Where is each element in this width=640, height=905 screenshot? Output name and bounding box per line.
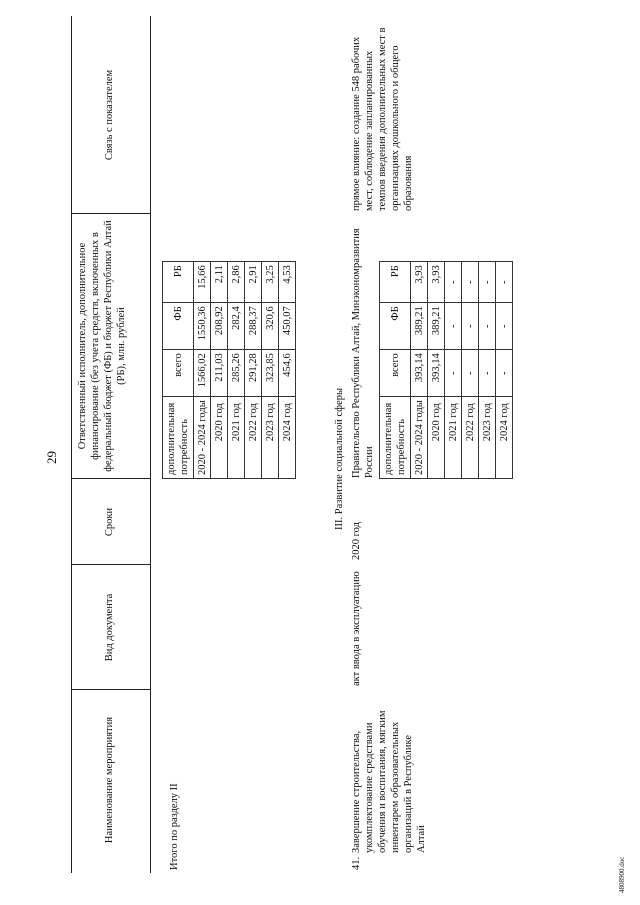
period-cell: 2022 год (462, 397, 479, 479)
total-cell: - (496, 350, 513, 397)
table-row (194, 262, 211, 479)
header-name: Наименование мероприятия (104, 716, 115, 844)
header-responsible: Ответственный исполнитель, дополнительное финансирование (без учета средств, включенных в федеральный бюджет (ФБ) и бюджет Республики Алтай (РБ), млн. рублей (77, 220, 127, 472)
rb-cell: 3,25 (262, 262, 279, 303)
rb-cell: - (445, 262, 462, 303)
item-fin-table (379, 261, 513, 479)
total-cell: 291,28 (245, 350, 262, 397)
table-row (245, 262, 262, 479)
total-fin-table (162, 261, 296, 479)
total-cell: - (462, 350, 479, 397)
table-row (479, 262, 496, 479)
total-cell: 393,14 (428, 350, 445, 397)
item-term: 2020 год (351, 522, 362, 560)
period-cell: 2024 год (496, 397, 513, 479)
fin-header-label: дополнительная потребность (380, 397, 411, 479)
rb-cell: 2,11 (211, 262, 228, 303)
rb-cell: 2,86 (228, 262, 245, 303)
header-top-rule (71, 16, 72, 873)
rb-cell: - (462, 262, 479, 303)
fb-cell: 389,21 (411, 303, 428, 350)
fin-header-rb: РБ (163, 262, 194, 303)
total-cell: 393,14 (411, 350, 428, 397)
period-cell: 2023 год (479, 397, 496, 479)
fb-cell: - (462, 303, 479, 350)
table-row (462, 262, 479, 479)
header-divider-1 (71, 689, 151, 690)
rb-cell: 15,66 (194, 262, 211, 303)
item-name: Завершение строительства, укомплектование средствами обучения и воспитания, мягким инвентарем образовательных организаций в Республике Алтай (351, 710, 427, 853)
fb-cell: 450,07 (279, 303, 296, 350)
fb-cell: - (479, 303, 496, 350)
period-cell: 2023 год (262, 397, 279, 479)
rb-cell: - (479, 262, 496, 303)
fb-cell: - (445, 303, 462, 350)
rb-cell: 2,91 (245, 262, 262, 303)
table-row (411, 262, 428, 479)
item-doc: акт ввода в эксплуатацию (351, 571, 362, 686)
period-cell: 2020 год (211, 397, 228, 479)
fin-header-row (380, 262, 411, 479)
fb-cell: - (496, 303, 513, 350)
table-row (428, 262, 445, 479)
period-cell: 2020 - 2024 годы (411, 397, 428, 479)
total-cell: - (479, 350, 496, 397)
rb-cell: 3,93 (411, 262, 428, 303)
header-doc-type: Вид документа (104, 593, 115, 662)
header-divider-2 (71, 564, 151, 565)
period-cell: 2022 год (245, 397, 262, 479)
table-row (228, 262, 245, 479)
page-number: 29 (44, 451, 59, 464)
item-number: 41. (351, 856, 362, 870)
period-cell: 2020 год (428, 397, 445, 479)
period-cell: 2021 год (445, 397, 462, 479)
header-link: Связь с показателем (104, 69, 115, 161)
header-divider-3 (71, 478, 151, 479)
item-responsible: Правительство Республики Алтай, Минэкономразвития России (351, 228, 375, 478)
rb-cell: 4,53 (279, 262, 296, 303)
rb-cell: 3,93 (428, 262, 445, 303)
rb-cell: - (496, 262, 513, 303)
fin-header-row (163, 262, 194, 479)
fin-header-fb: ФБ (163, 303, 194, 350)
table-row (496, 262, 513, 479)
header-terms: Сроки (104, 507, 115, 537)
total-cell: 211,03 (211, 350, 228, 397)
header-divider-4 (71, 213, 151, 214)
header-bottom-rule (150, 16, 151, 873)
fb-cell: 1550,36 (194, 303, 211, 350)
section-title: III. Развитие социальной сферы (334, 387, 345, 530)
table-row (445, 262, 462, 479)
table-row (262, 262, 279, 479)
fin-header-total: всего (163, 350, 194, 397)
fb-cell: 282,4 (228, 303, 245, 350)
total-cell: 454,6 (279, 350, 296, 397)
fin-header-rb: РБ (380, 262, 411, 303)
fb-cell: 320,6 (262, 303, 279, 350)
period-cell: 2024 год (279, 397, 296, 479)
table-row (279, 262, 296, 479)
fin-header-fb: ФБ (380, 303, 411, 350)
total-label: Итого по разделу II (169, 783, 180, 870)
fb-cell: 389,21 (428, 303, 445, 350)
footer-code: 4808900.doc (618, 856, 626, 893)
total-cell: - (445, 350, 462, 397)
fb-cell: 208,92 (211, 303, 228, 350)
fin-header-total: всего (380, 350, 411, 397)
total-cell: 1566,02 (194, 350, 211, 397)
period-cell: 2020 - 2024 годы (194, 397, 211, 479)
table-row (211, 262, 228, 479)
total-cell: 323,85 (262, 350, 279, 397)
period-cell: 2021 год (228, 397, 245, 479)
total-cell: 285,26 (228, 350, 245, 397)
item-link: прямое влияние: создание 548 рабочих мест, соблюдение запланированных темпов введения дополнительных мест в организациях дошкольного и общего образования (351, 27, 414, 211)
fb-cell: 288,37 (245, 303, 262, 350)
fin-header-label: дополнительная потребность (163, 397, 194, 479)
